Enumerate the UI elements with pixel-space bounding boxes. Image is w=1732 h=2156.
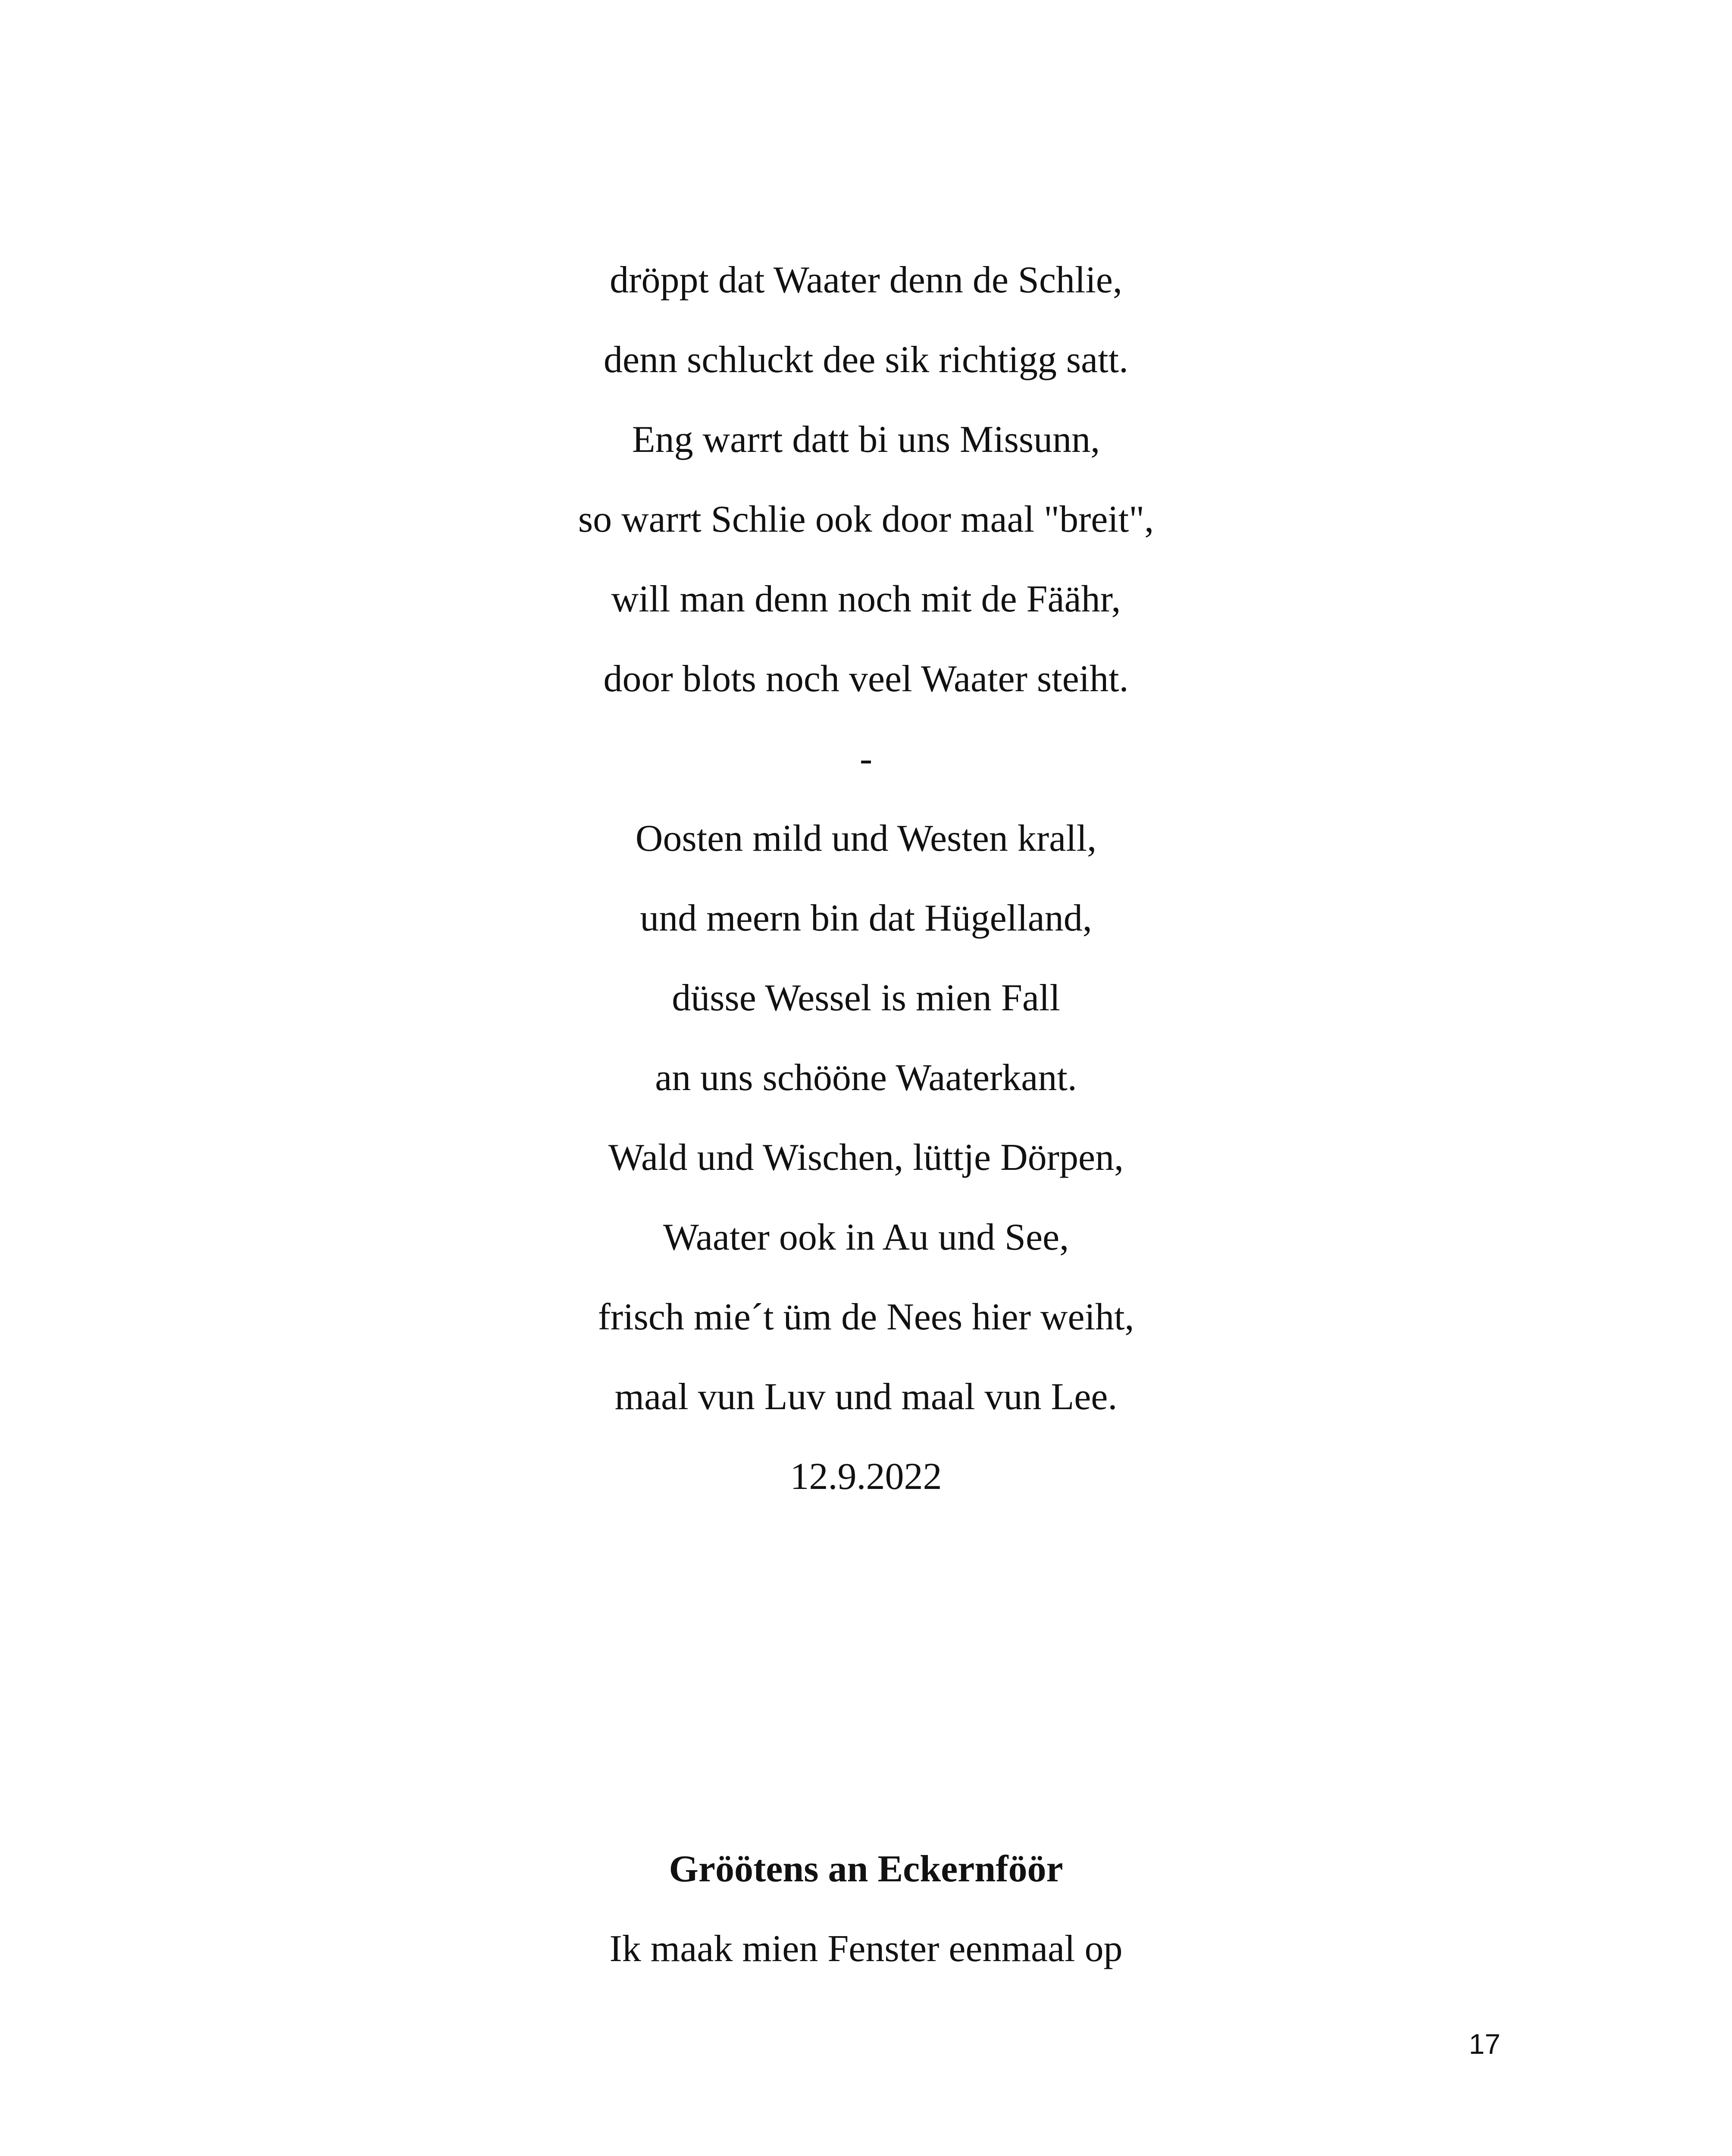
poem-line: Oosten mild und Westen krall,	[635, 818, 1097, 859]
poem-line: dröppt dat Waater denn de Schlie,	[610, 259, 1122, 301]
poem-line: so warrt Schlie ook door maal "breit",	[578, 498, 1154, 540]
poem-line: Eng warrt datt bi uns Missunn,	[632, 419, 1100, 461]
poem-date: 12.9.2022	[790, 1456, 942, 1498]
poem-line: an uns schööne Waaterkant.	[655, 1057, 1077, 1099]
poem-line: door blots noch veel Waater steiht.	[603, 658, 1129, 700]
poem-line: Waater ook in Au und See,	[663, 1216, 1069, 1258]
page-number: 17	[1469, 2028, 1500, 2060]
poem-line: denn schluckt dee sik richtigg satt.	[603, 339, 1129, 381]
poem-line: und meern bin dat Hügelland,	[640, 897, 1092, 939]
poem-line: Wald und Wischen, lüttje Dörpen,	[608, 1137, 1124, 1178]
poem-line: düsse Wessel is mien Fall	[672, 977, 1060, 1019]
stanza-separator: -	[859, 738, 873, 780]
poem-line: Ik maak mien Fenster eenmaal op	[609, 1928, 1123, 1970]
poem-title: Gröötens an Eckernföör	[669, 1848, 1063, 1890]
poem-line: maal vun Luv und maal vun Lee.	[614, 1376, 1118, 1418]
poem-line: frisch mie´t üm de Nees hier weiht,	[598, 1296, 1134, 1338]
poem-line: will man denn noch mit de Fäähr,	[611, 578, 1121, 620]
